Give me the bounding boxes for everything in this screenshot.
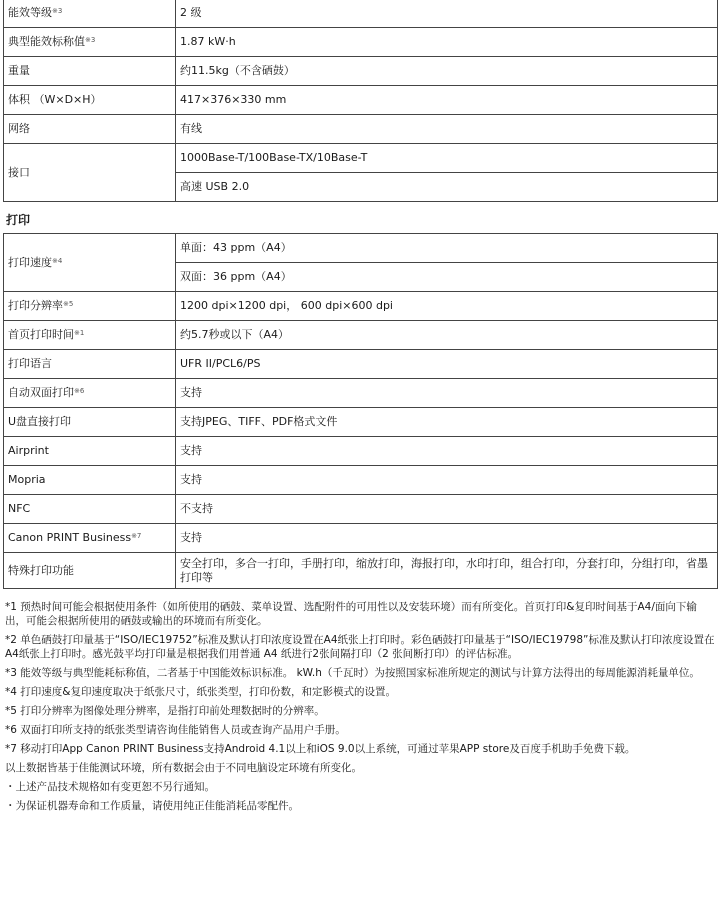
- table-row: [4, 234, 718, 263]
- table-row: [4, 495, 718, 524]
- spec-label: [4, 495, 176, 524]
- table-row: [4, 524, 718, 553]
- spec-label-text: Airprint: [8, 444, 49, 457]
- spec-label-text: 网络: [8, 122, 30, 135]
- spec-label-text: 重量: [8, 64, 30, 77]
- spec-value: 支持: [176, 437, 718, 466]
- spec-label: [4, 350, 176, 379]
- spec-value: 双面：36 ppm（A4）: [176, 263, 718, 292]
- spec-value: 有线: [176, 115, 718, 144]
- section-title-print: 打印: [6, 213, 31, 227]
- footnote-marker: ※1: [74, 329, 85, 337]
- spec-value: 不支持: [176, 495, 718, 524]
- spec-value: 安全打印，多合一打印，手册打印，缩放打印，海报打印，水印打印，组合打印，分套打印，分组打印，省墨打印等: [176, 553, 718, 589]
- footnote-marker: ※7: [131, 532, 142, 540]
- spec-label: [4, 28, 176, 57]
- table-row: [4, 115, 718, 144]
- table-row: [4, 321, 718, 350]
- spec-label-text: 接口: [8, 165, 30, 179]
- spec-label-text: 打印分辨率: [8, 299, 63, 312]
- spec-label: [4, 292, 176, 321]
- spec-label-text: 能效等级: [8, 6, 52, 19]
- spec-label: [4, 57, 176, 86]
- spec-value: 高速 USB 2.0: [176, 173, 718, 202]
- footnote: *5 打印分辨率为图像处理分辨率，是指打印前处理数据时的分辨率。: [5, 705, 325, 717]
- spec-label-text: 典型能效标称值: [8, 35, 85, 48]
- spec-label-text: 打印速度: [8, 255, 52, 269]
- footnote: *1 预热时间可能会根据使用条件（如所使用的硒鼓、菜单设置、选配附件的可用性以及安装环境）而有所变化。首页打印&复印时间基于A4/面向下输出，可能会根据所使用的硒鼓或输出的环境而有所变化。: [5, 601, 697, 627]
- spec-label-text: 特殊打印功能: [8, 563, 74, 577]
- spec-label: [4, 0, 176, 28]
- footnote: *3 能效等级与典型能耗标称值，二者基于中国能效标识标准。 kW.h（千瓦时）为按照国家标准所规定的测试与计算方法得出的每周能源消耗量单位。: [5, 667, 700, 679]
- spec-label: [4, 437, 176, 466]
- table-row: [4, 350, 718, 379]
- footnote: *7 移动打印App Canon PRINT Business支持Android 4.1以上和iOS 9.0以上系统，可通过苹果APP store及百度手机助手免费下载。: [5, 743, 636, 755]
- spec-label: [4, 466, 176, 495]
- spec-label-text: Canon PRINT Business: [8, 531, 132, 544]
- table-row: [4, 553, 718, 589]
- spec-label-text: 首页打印时间: [8, 328, 74, 341]
- table-row: [4, 28, 718, 57]
- footnote: 以上数据皆基于佳能测试环境，所有数据会由于不同电脑设定环境有所变化。: [5, 762, 362, 774]
- table-row: [4, 466, 718, 495]
- spec-label-text: NFC: [8, 502, 31, 515]
- spec-value: 支持: [176, 466, 718, 495]
- spec-label: [4, 234, 176, 292]
- spec-label: [4, 408, 176, 437]
- spec-label: [4, 86, 176, 115]
- table-row: [4, 437, 718, 466]
- spec-value: 支持: [176, 379, 718, 408]
- table-row: [4, 379, 718, 408]
- spec-value: 1000Base-T/100Base-TX/10Base-T: [176, 144, 718, 173]
- footnote-marker: ※3: [52, 7, 63, 15]
- table-row: [4, 0, 718, 28]
- footnote: *2 单色硒鼓打印量基于“ISO/IEC19752”标准及默认打印浓度设置在A4纸张上打印时。彩色硒鼓打印量基于“ISO/IEC19798”标准及默认打印浓度设置在A4纸张上打印时。感光鼓平均打印量是根据我们用普通 A4 纸进行2张间隔打印（2 张间断打印）的评估标准。: [5, 634, 715, 660]
- spec-label: [4, 321, 176, 350]
- spec-label-text: U盘直接打印: [8, 415, 72, 428]
- spec-label: [4, 524, 176, 553]
- table-row: [4, 292, 718, 321]
- spec-value: 约5.7秒或以下（A4）: [176, 321, 718, 350]
- spec-value: 2 级: [176, 0, 718, 28]
- spec-label-text: 体积 （W×D×H）: [8, 93, 102, 106]
- table-row: [4, 57, 718, 86]
- footnote-marker: ※5: [63, 300, 74, 308]
- spec-label: [4, 553, 176, 589]
- spec-label-text: 打印语言: [8, 357, 52, 370]
- footnote: *4 打印速度&复印速度取决于纸张尺寸，纸张类型，打印份数，和定影模式的设置。: [5, 686, 396, 698]
- spec-value: 支持: [176, 524, 718, 553]
- spec-label: [4, 144, 176, 202]
- spec-value: 1.87 kW·h: [176, 28, 718, 57]
- footnotes: [5, 600, 717, 818]
- footnote-marker: ※3: [85, 36, 96, 44]
- footnote: *6 双面打印所支持的纸张类型请咨询佳能销售人员或查询产品用户手册。: [5, 724, 346, 736]
- spec-value: UFR II/PCL6/PS: [176, 350, 718, 379]
- table-row: [4, 408, 718, 437]
- spec-table-general: [3, 0, 718, 202]
- footnote-marker: ※6: [74, 387, 85, 395]
- footnote: ・为保证机器寿命和工作质量，请使用纯正佳能消耗品零配件。: [5, 800, 299, 812]
- table-row: [4, 144, 718, 173]
- spec-label: [4, 379, 176, 408]
- footnote-marker: ※4: [52, 256, 63, 265]
- spec-label: [4, 115, 176, 144]
- spec-value: 1200 dpi×1200 dpi， 600 dpi×600 dpi: [176, 292, 718, 321]
- footnote: ・上述产品技术规格如有变更恕不另行通知。: [5, 781, 215, 793]
- spec-value: 支持JPEG、TIFF、PDF格式文件: [176, 408, 718, 437]
- spec-value: 约11.5kg（不含硒鼓）: [176, 57, 718, 86]
- spec-table-print: [3, 233, 718, 589]
- table-row: [4, 86, 718, 115]
- spec-label-text: Mopria: [8, 473, 46, 486]
- spec-label-text: 自动双面打印: [8, 386, 74, 399]
- spec-value: 417×376×330 mm: [176, 86, 718, 115]
- spec-value: 单面：43 ppm（A4）: [176, 234, 718, 263]
